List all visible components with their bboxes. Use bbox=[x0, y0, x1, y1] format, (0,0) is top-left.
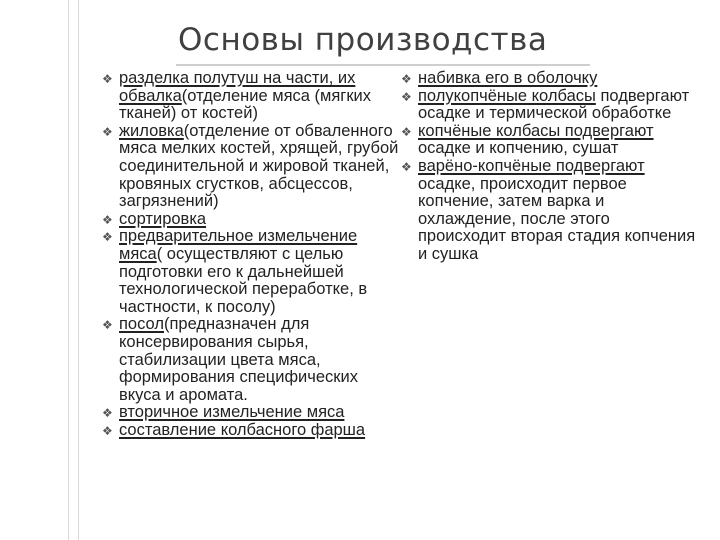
diamond-bullet-icon: ❖ bbox=[102, 212, 113, 227]
diamond-bullet-icon: ❖ bbox=[102, 406, 113, 421]
diamond-bullet-icon: ❖ bbox=[102, 72, 113, 86]
list-item bbox=[401, 88, 701, 123]
diamond-bullet-icon: ❖ bbox=[102, 423, 113, 438]
item-term: полукопчёные колбасы bbox=[418, 86, 596, 105]
diamond-bullet-icon: ❖ bbox=[401, 159, 412, 174]
list-item bbox=[401, 123, 701, 158]
diamond-bullet-icon: ❖ bbox=[102, 124, 113, 139]
item-text: осадке, происходит первое копчение, затем варка и охлаждение, после этого происходит вторая стадия копчения и сушка bbox=[418, 174, 696, 263]
item-term: предварительное измельчение мяса bbox=[119, 227, 358, 263]
list-item bbox=[102, 404, 402, 422]
diamond-bullet-icon: ❖ bbox=[102, 230, 113, 245]
list-item bbox=[102, 70, 402, 123]
list-item bbox=[102, 422, 402, 440]
item-term: сортировка bbox=[119, 209, 207, 228]
item-term: жиловка bbox=[119, 121, 184, 140]
diamond-bullet-icon: ❖ bbox=[401, 124, 412, 139]
item-text: осадке и копчению, сушат bbox=[418, 139, 619, 158]
list-item bbox=[401, 158, 701, 264]
list-item bbox=[401, 70, 701, 88]
item-term: составление колбасного фарша bbox=[119, 420, 366, 439]
item-term: вторичное измельчение мяса bbox=[119, 403, 345, 422]
item-term: разделка полутуш на части, их обвалка bbox=[119, 69, 356, 105]
list-item bbox=[102, 211, 402, 229]
list-item bbox=[102, 123, 402, 211]
frame-line-left bbox=[68, 0, 69, 540]
item-text: (отделение мяса (мягких тканей) от костей) bbox=[119, 86, 372, 123]
item-text: подвергают осадке и термической обработке bbox=[418, 86, 690, 123]
slide-title: Основы производства bbox=[178, 22, 548, 58]
item-text: (предназначен для консервирования сырья, стабилизации цвета мяса, формирования специфических вкуса и аромата. bbox=[119, 315, 358, 404]
item-term: копчёные колбасы подвергают bbox=[418, 121, 654, 140]
item-term: набивка его в оболочку bbox=[418, 69, 598, 87]
left-column bbox=[102, 70, 402, 439]
frame-line-left-inner bbox=[78, 0, 79, 540]
diamond-bullet-icon: ❖ bbox=[102, 318, 113, 333]
diamond-bullet-icon: ❖ bbox=[401, 89, 412, 104]
item-text: ( осуществляют с целью подготовки его к дальнейшей технологической переработке, в частности, к посолу) bbox=[119, 244, 368, 316]
list-item bbox=[102, 316, 402, 404]
item-term: посол bbox=[119, 315, 164, 334]
title-divider bbox=[176, 64, 590, 66]
item-term: варёно-копчёные подвергают bbox=[418, 156, 645, 175]
right-column bbox=[401, 70, 701, 264]
diamond-bullet-icon: ❖ bbox=[401, 72, 412, 86]
item-text: (отделение от обваленного мяса мелких костей, хрящей, грубой соединительной и жировой тканей, кровяных сгустков, абсцессов, загрязнений) bbox=[119, 121, 399, 211]
list-item bbox=[102, 228, 402, 316]
